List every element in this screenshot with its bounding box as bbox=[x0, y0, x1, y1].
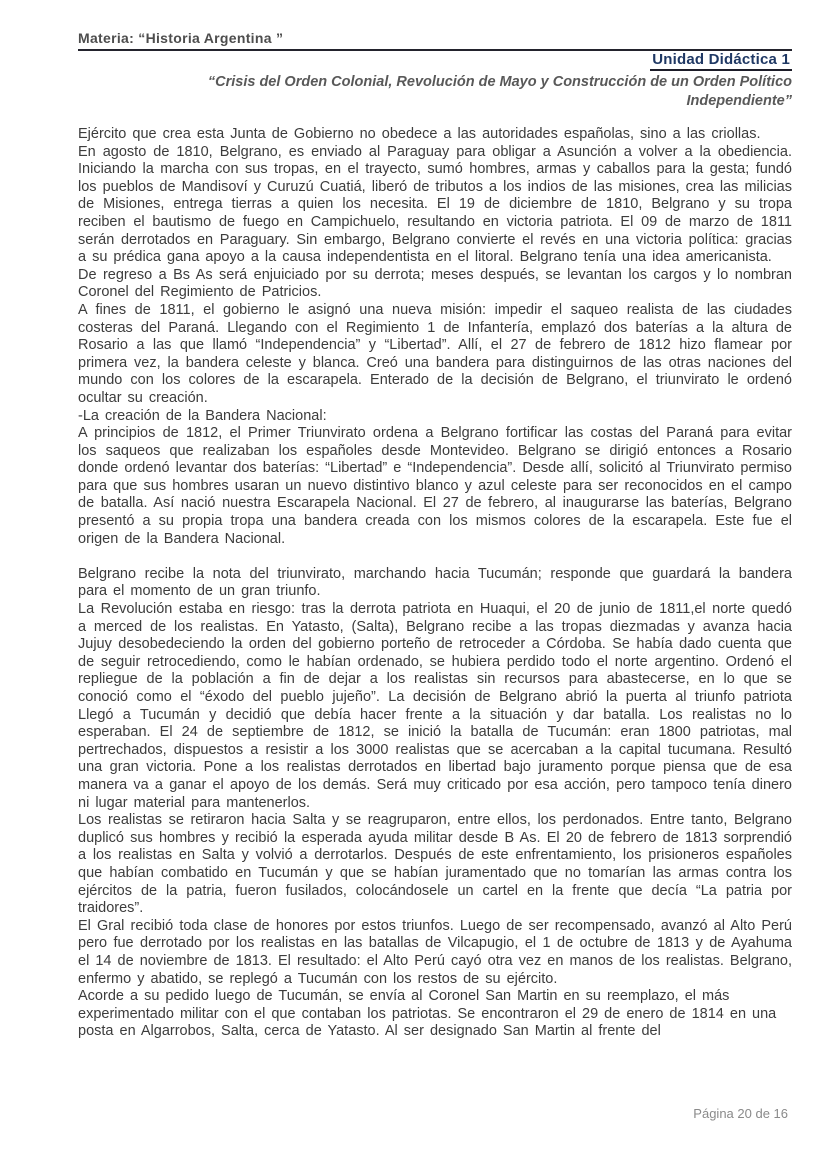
paragraph: -La creación de la Bandera Nacional: bbox=[78, 407, 327, 424]
page-header bbox=[78, 0, 792, 111]
page-number: Página 20 de 16 bbox=[693, 1106, 788, 1121]
paragraph: El Gral recibió toda clase de honores por estos triunfos. Luego de ser recompensado, avanzó al Alto Perú pero fue derrotado por los realistas en las batallas de Vilcapugio, el 1 de octubre de 1813 y de Ayahuma el 14 de noviembre de 1813. El resultado: el Alto Perú cayó otra vez en manos de los realistas. Belgrano, enfermo y abatido, se replegó a Tucumán con los restos de su ejército. bbox=[78, 917, 792, 987]
paragraph: Belgrano recibe la nota del triunvirato, marchando hacia Tucumán; responde que guardará la bandera para el momento de un gran triunfo. bbox=[78, 565, 792, 600]
page-footer bbox=[693, 1106, 788, 1121]
paragraph: A fines de 1811, el gobierno le asignó una nueva misión: impedir el saqueo realista de las ciudades costeras del Paraná. Llegando con el Regimiento 1 de Infantería, emplazó dos baterías a la altura de Rosario a las que llamó “Independencia” y “Libertad”. Allí, el 27 de febrero de 1812 hizo flamear por primera vez, la bandera celeste y blanca. Creó una bandera para distinguirnos de las otras naciones del mundo con los colores de la escarapela. Enterado de la decisión de Belgrano, el triunvirato le ordenó ocultar su creación. bbox=[78, 301, 792, 406]
unit-subtitle: “Crisis del Orden Colonial, Revolución de Mayo y Construcción de un Orden Político Independiente” bbox=[207, 74, 792, 109]
unit-title: Unidad Didáctica 1 bbox=[650, 51, 792, 71]
paragraph: Acorde a su pedido luego de Tucumán, se envía al Coronel San Martin en su reemplazo, el más experimentado militar con el que contaban los patriotas. Se encontraron el 29 de enero de 1814 en una posta en Algarrobos, Salta, cerca de Yatasto. Al ser designado San Martin al frente del bbox=[78, 988, 777, 1040]
paragraph: Los realistas se retiraron hacia Salta y se reagruparon, entre ellos, los perdonados. Entre tanto, Belgrano duplicó sus hombres y recibió la esperada ayuda militar desde B As. El 20 de febrero de 1813 sorprendió a los realistas en Salta y volvió a derrotarlos. Después de este enfrentamiento, los prisioneros españoles que habían combatido en Tucumán y que se habían juramentado que no tomarían las armas contra los ejércitos de la patria, fueron fusilados, colocándosele un cartel en la frente que decía “La patria por traidores”. bbox=[78, 812, 792, 917]
course-label: Materia: “Historia Argentina ” bbox=[78, 30, 284, 46]
paragraph: De regreso a Bs As será enjuiciado por su derrota; meses después, se levantan los cargos y lo nombran Coronel del Regimiento de Patricios. bbox=[78, 266, 792, 301]
paragraph: A principios de 1812, el Primer Triunvirato ordena a Belgrano fortificar las costas del Paraná para evitar los saqueos que realizaban los españoles desde Montevideo. Belgrano se dirigió entonces a Rosario donde ordenó levantar dos baterías: “Libertad” e “Independencia”. Desde allí, solicitó al Triunvirato permiso para que sus hombres usaran un nuevo distintivo blanco y azul celeste para ser reconocidos en el campo de batalla. Así nació nuestra Escarapela Nacional. El 27 de febrero, al inaugurarse las baterías, Belgrano presentó a su propia tropa una bandera creada con los mismos colores de la escarapela. Este fue el origen de la Bandera Nacional. bbox=[78, 425, 792, 547]
paragraph: Ejército que crea esta Junta de Gobierno no obedece a las autoridades españolas, sino a las criollas. bbox=[78, 126, 761, 142]
paragraph: En agosto de 1810, Belgrano, es enviado al Paraguay para obligar a Asunción a volver a la obediencia. Iniciando la marcha con sus tropas, en el trayecto, sumó hombres, armas y caballos para la gesta; fundó los pueblos de Mandisoví y Curuzú Cuatiá, liberó de tributos a los indios de las misiones, crea las milicias de Misiones, entrega tierras a quien los necesita. El 19 de diciembre de 1810, Belgrano y su tropa reciben el bautismo de fuego en Campichuelo, resultando en victoria patriota. El 09 de marzo de 1811 serán derrotados en Paraguary. Sin embargo, Belgrano convierte el revés en una victoria política: gracias a su prédica gana apoyo a la causa independentista en el litoral. Belgrano tenía una idea americanista. bbox=[78, 143, 792, 266]
paragraph: La Revolución estaba en riesgo: tras la derrota patriota en Huaqui, el 20 de junio de 1811,el norte quedó a merced de los realistas. En Yatasto, (Salta), Belgrano recibe a las tropas diezmadas y avanza hacia Jujuy desobedeciendo la orden del gobierno porteño de retroceder a Córdoba. Se había dado cuenta que de seguir retrocediendo, como le habían ordenado, se hubiera perdido todo el norte argentino. Ordenó el repliegue de la población a fin de dejar a los realistas sin recursos para abastecerse, en lo que se conoció como el “éxodo del pueblo jujeño”. La decisión de Belgrano abrió la puerta al triunfo patriota Llegó a Tucumán y decidió que debía hacer frente a la situación y dar batalla. Los realistas no lo esperaban. El 24 de septiembre de 1812, se inició la batalla de Tucumán: eran 1800 patriotas, mal pertrechados, dispuestos a resistir a los 3000 realistas que se acercaban a la capital tucumana. Resultó una gran victoria. Pone a los realistas derrotados en libertad bajo juramento porque piensa que de esa manera va a ganar el apoyo de los demás. Será muy criticado por esa acción, pero tampoco tenía dinero ni lugar material para mantenerlos. bbox=[78, 601, 792, 811]
unit-title-row bbox=[78, 51, 792, 71]
document-body bbox=[78, 126, 792, 1041]
